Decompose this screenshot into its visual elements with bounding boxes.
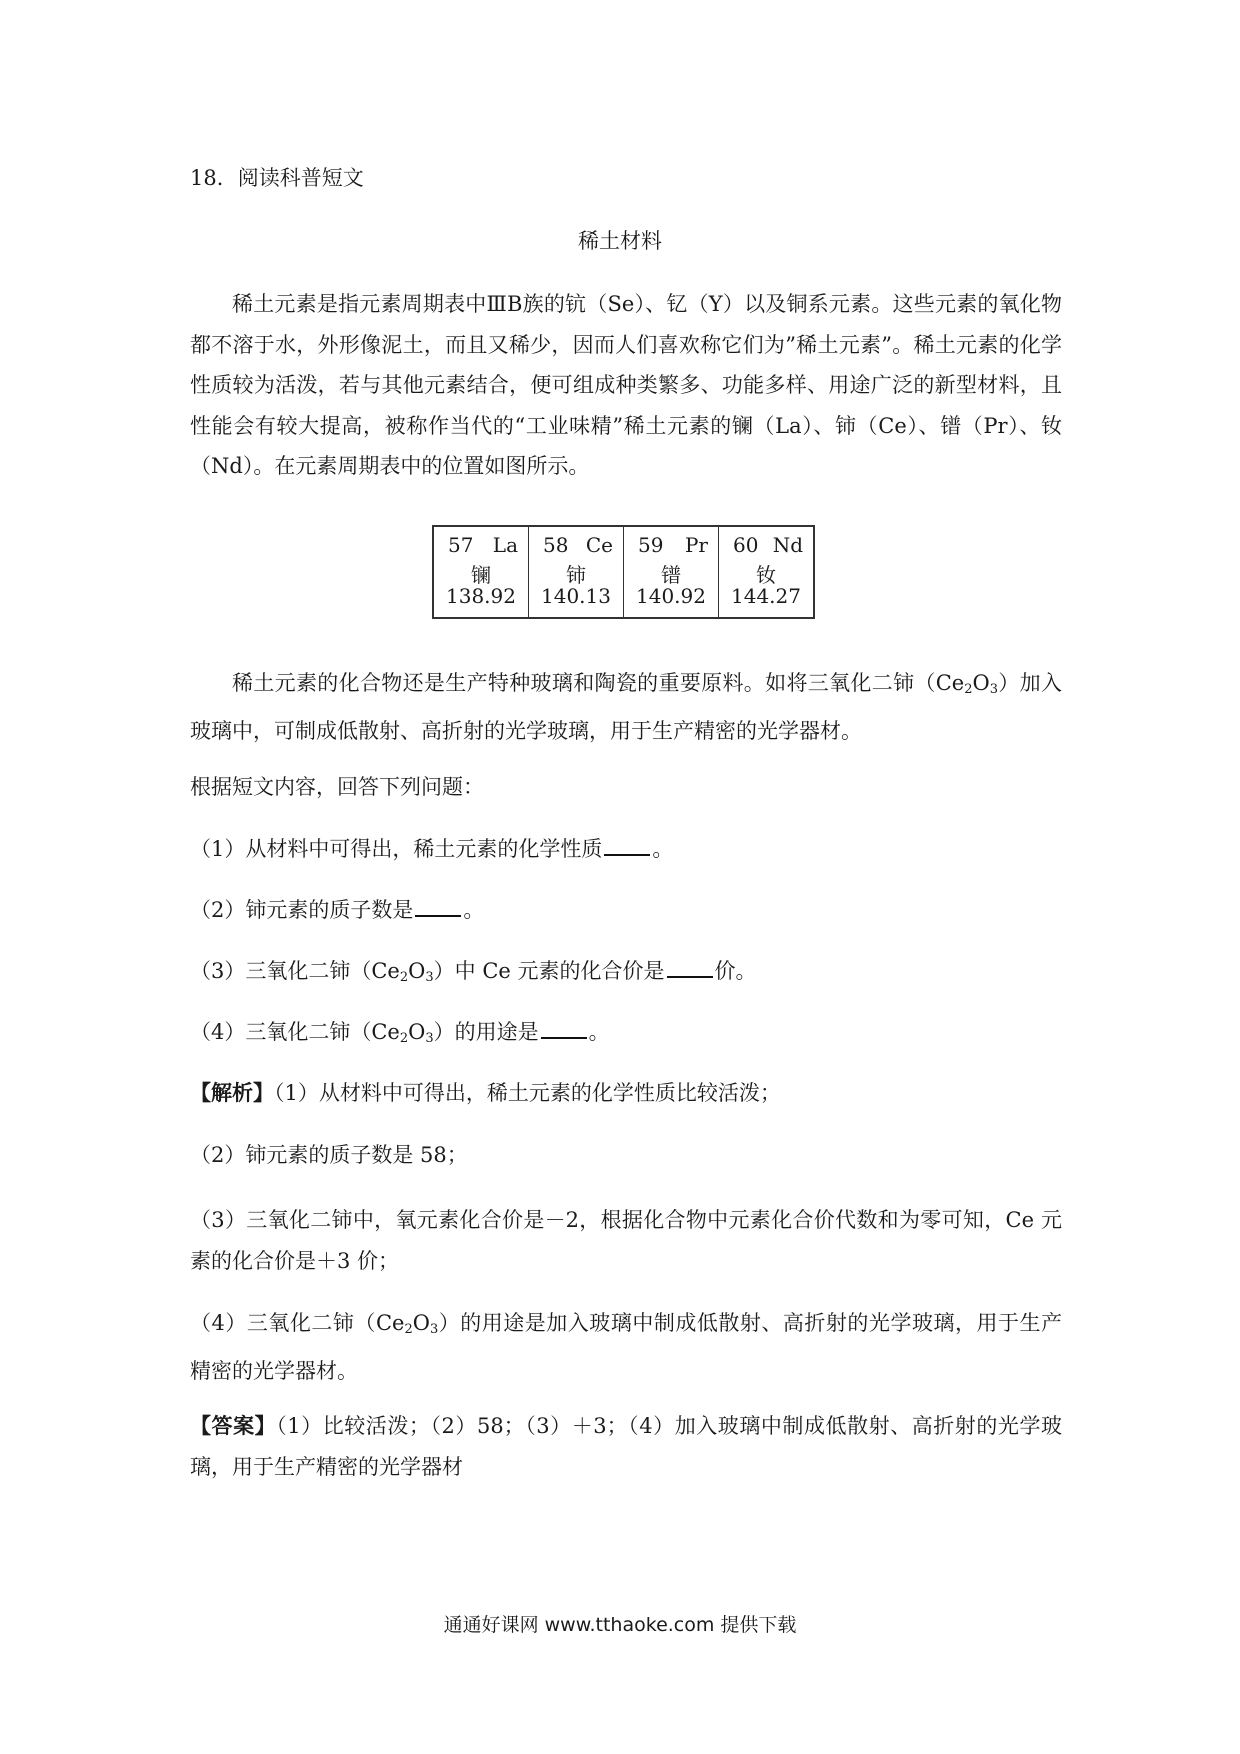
- element-symbol: Ce: [585, 533, 613, 557]
- periodic-table-excerpt: [432, 525, 815, 619]
- atomic-number: 58: [543, 533, 569, 557]
- question-4: （4）三氧化二铈$(Ce_2O_3)$的用途是 。: [190, 1017, 610, 1054]
- intro-paragraph: 稀土元素是指元素周期表中ⅢB族的钪（Se）、钇（Y）以及铜系元素。这些元素的氧化物都不溶于水，外形像泥土，而且又稀少，因而人们喜欢称它们为”稀土元素”。稀土元素的化学性质较为活泼，若与其他元素结合，便可组成种类繁多、功能多样、用途广泛的新型材料，且性能会有较大提高，被称作当代的“工业味精”稀土元素的镧（La）、铈（Ce）、镨（Pr）、钕（Nd）。在元素周期表中的位置如图所示。: [190, 292, 1062, 478]
- element-cell-ce: [529, 526, 624, 618]
- element-symbol: La: [492, 533, 518, 557]
- element-cell-nd: [719, 526, 815, 618]
- element-name: 镨: [661, 563, 681, 587]
- analysis-3: （3）三氧化二铈中，氧元素化合价是－2，根据化合物中元素化合价代数和为零可知，Ce 元素的化合价是＋3 价；: [190, 1208, 1062, 1273]
- glass-paragraph: 稀土元素的化合物还是生产特种玻璃和陶瓷的重要原料。如将三氧化二铈$(Ce_2O_3)$加入玻璃中，可制成低散射、高折射的光学玻璃，用于生产精密的光学器材。: [190, 671, 1063, 743]
- article-title: 稀土材料: [578, 229, 662, 253]
- atomic-mass: 144.27: [731, 584, 801, 608]
- atomic-mass: 138.92: [446, 584, 516, 608]
- questions-intro: 根据短文内容，回答下列问题：: [190, 775, 484, 799]
- question-heading: 18．阅读科普短文: [190, 166, 364, 190]
- atomic-number: 60: [733, 533, 759, 557]
- answer-blank[interactable]: [667, 956, 713, 978]
- question-3: （3）三氧化二铈$(Ce_2O_3)$中 Ce 元素的化合价是 价。: [190, 956, 757, 993]
- answer-blank[interactable]: [604, 834, 650, 856]
- element-symbol: Nd: [772, 533, 803, 557]
- element-cell-pr: [624, 526, 719, 618]
- element-name: 镧: [471, 563, 491, 587]
- analysis-2: （2）铈元素的质子数是 58；: [190, 1143, 468, 1167]
- answer-block: 【答案】（1）比较活泼；（2）58；（3）＋3；（4）加入玻璃中制成低散射、高折射的光学玻璃，用于生产精密的光学器材: [190, 1413, 1063, 1479]
- element-symbol: Pr: [684, 533, 708, 557]
- question-1: （1）从材料中可得出，稀土元素的化学性质 。: [190, 834, 673, 864]
- answer-blank[interactable]: [541, 1017, 587, 1039]
- element-name: 铈: [566, 563, 586, 587]
- analysis-4: （4）三氧化二铈$(Ce_2O_3)$的用途是加入玻璃中制成低散射、高折射的光学玻璃，用于生产精密的光学器材。: [190, 1311, 1063, 1383]
- element-name: 钕: [756, 563, 776, 587]
- answer-blank[interactable]: [415, 895, 461, 917]
- answer-label: 【答案】: [190, 1413, 277, 1438]
- atomic-mass: 140.92: [636, 584, 706, 608]
- atomic-mass: 140.13: [541, 584, 611, 608]
- atomic-number: 57: [448, 533, 474, 557]
- analysis-1: 【解析】（1）从材料中可得出，稀土元素的化学性质比较活泼；: [190, 1080, 781, 1105]
- analysis-label: 【解析】: [190, 1080, 274, 1105]
- footer-source: 通通好课网 www.tthaoke.com 提供下载: [443, 1614, 797, 1636]
- atomic-number: 59: [638, 533, 664, 557]
- question-2: （2）铈元素的质子数是 。: [190, 895, 484, 925]
- element-cell-la: [433, 526, 529, 618]
